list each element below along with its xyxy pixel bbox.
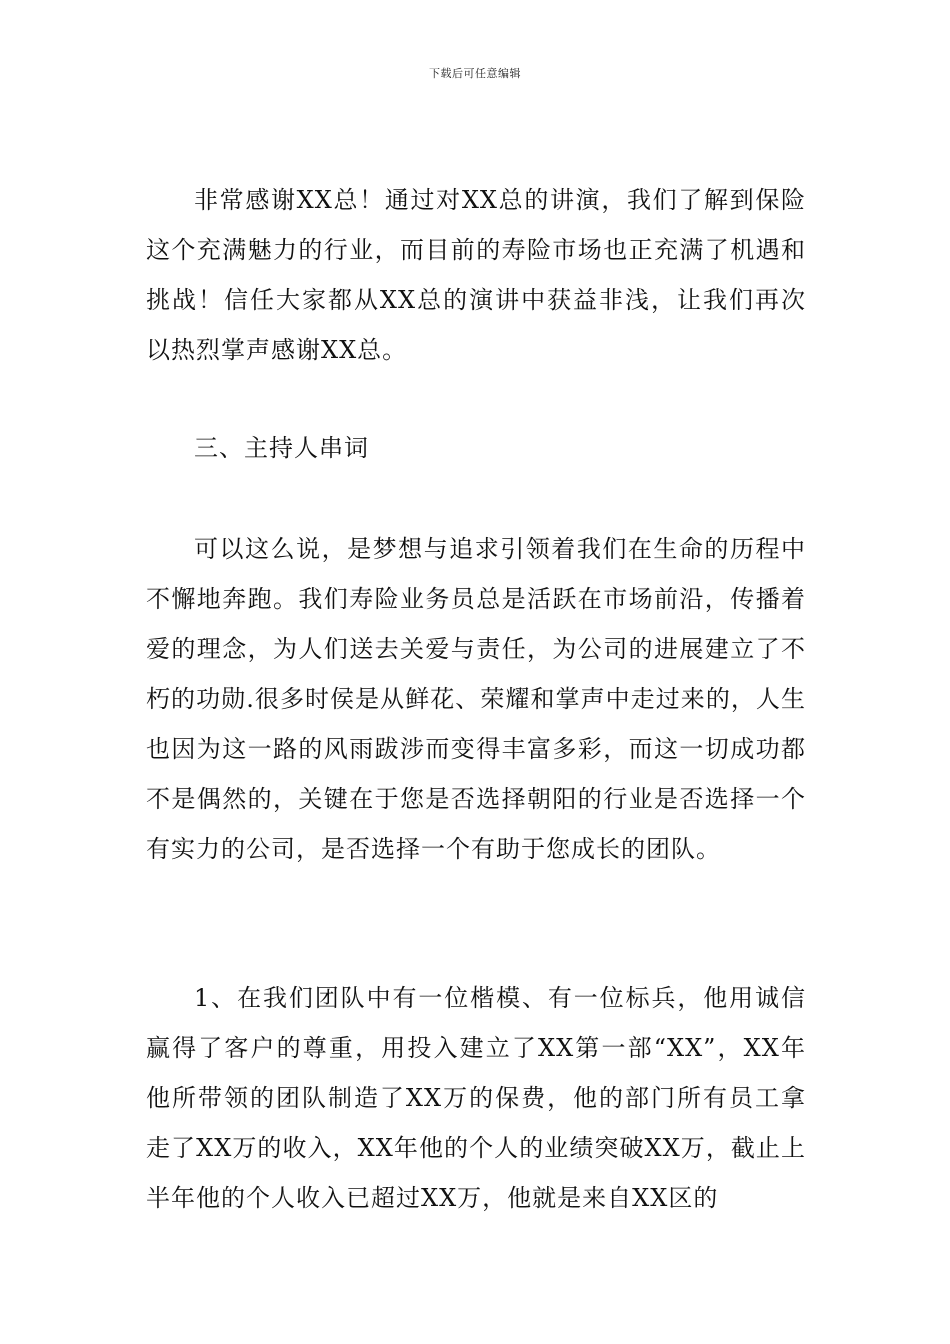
header-note: 下载后可任意编辑 xyxy=(429,67,521,80)
paragraph-role-model: 1、在我们团队中有一位楷模、有一位标兵，他用诚信赢得了客户的尊重，用投入建立了XX第一部“XX”，XX年他所带领的团队制造了XX万的保费，他的部门所有员工拿走了XX万的收入，XX年他的个人的业绩突破XX万，截止上半年他的个人收入已超过XX万，他就是来自XX区的 xyxy=(146,984,806,1212)
paragraph-host-script: 可以这么说，是梦想与追求引领着我们在生命的历程中不懈地奔跑。我们寿险业务员总是活跃在市场前沿，传播着爱的理念，为人们送去关爱与责任，为公司的进展建立了不朽的功勋.很多时侯是从鲜花、荣耀和掌声中走过来的，人生也因为这一路的风雨跋涉而变得丰富多彩，而这一切成功都不是偶然的，关键在于您是否选择朝阳的行业是否选择一个有实力的公司，是否选择一个有助于您成长的团队。 xyxy=(146,535,806,863)
section-heading: 三、主持人串词 xyxy=(194,434,369,462)
paragraph-thanks: 非常感谢XX总！通过对XX总的讲演，我们了解到保险这个充满魅力的行业，而目前的寿险市场也正充满了机遇和挑战！信任大家都从XX总的演讲中获益非浅，让我们再次以热烈掌声感谢XX总。 xyxy=(146,186,806,364)
